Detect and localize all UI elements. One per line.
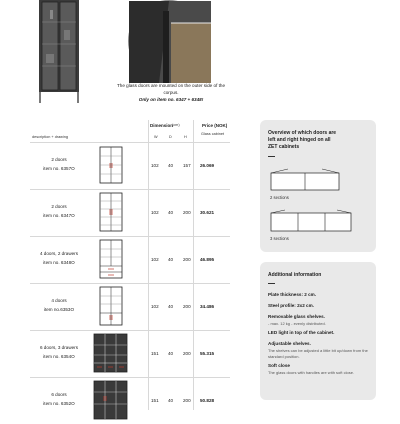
title-underline bbox=[268, 156, 275, 157]
additional-info-panel bbox=[260, 262, 376, 400]
soft-close: Soft close bbox=[268, 363, 290, 368]
door-hinge-overview-panel bbox=[260, 120, 376, 252]
cabinet-product-photo bbox=[30, 0, 88, 104]
cabinet-drawing bbox=[90, 286, 144, 326]
row-item-number: item no.6353O bbox=[43, 307, 75, 312]
height-value: 200 bbox=[183, 351, 191, 356]
cabinet-drawing bbox=[90, 239, 144, 279]
depth-value: 40 bbox=[168, 257, 174, 262]
depth-header: D bbox=[169, 135, 172, 139]
height-value: 200 bbox=[183, 210, 191, 215]
height-value: 157 bbox=[183, 163, 191, 168]
price-header: Price (NOK) bbox=[202, 123, 228, 128]
three-section-door-diagram bbox=[270, 209, 354, 233]
adjustable-shelves: Adjustable shelves. bbox=[268, 341, 311, 346]
row-name: 6 doors, 3 drawers bbox=[39, 345, 79, 350]
cabinet-drawing bbox=[90, 192, 144, 232]
soft-close-note: The glass doors with handles are with soft close. bbox=[268, 370, 355, 375]
width-value: 151 bbox=[151, 398, 159, 403]
depth-value: 40 bbox=[168, 304, 174, 309]
led-light: LED light in top of the cabinet. bbox=[268, 330, 335, 335]
cabinet-drawing bbox=[90, 380, 144, 420]
caption-text: The glass doors are mounted on the outer side of the corpus. bbox=[116, 83, 226, 95]
width-value: 102 bbox=[151, 163, 159, 168]
glass-shelves-note: - max. 12 kg - evenly distributed. bbox=[268, 321, 326, 326]
width-value: 102 bbox=[151, 257, 159, 262]
table-row bbox=[30, 377, 230, 424]
row-name: 6 doors bbox=[51, 392, 67, 397]
two-sections-label: 2 sections bbox=[270, 195, 289, 200]
cabinet-drawing bbox=[90, 145, 144, 185]
image-caption bbox=[116, 82, 226, 103]
table-row bbox=[30, 189, 230, 236]
caption-note: Only on item no. 6347 + 6348! bbox=[138, 97, 204, 102]
row-item-number: item no. 6347O bbox=[43, 213, 75, 218]
panel-title-line: ZET cabinets bbox=[268, 144, 300, 150]
row-name: 4 doors bbox=[51, 298, 67, 303]
title-underline bbox=[268, 283, 275, 284]
adjustable-shelves-note: The shelves can be adjusted a little bit up/down from the standard position. bbox=[268, 348, 368, 359]
table-row bbox=[30, 142, 230, 189]
plate-thickness: Plate thickness: 2 cm. bbox=[268, 292, 317, 297]
width-header: W bbox=[154, 135, 158, 139]
row-name: 2 doors bbox=[51, 204, 67, 209]
price-value: 55.315 bbox=[200, 351, 215, 356]
product-table bbox=[30, 120, 230, 410]
row-item-number: item no. 6352O bbox=[43, 401, 75, 406]
row-description bbox=[30, 296, 88, 314]
row-description bbox=[30, 202, 88, 220]
panel-title: Additional information bbox=[268, 272, 322, 278]
depth-value: 40 bbox=[168, 351, 174, 356]
panel-title-line: left and right hinged on all bbox=[268, 137, 331, 143]
row-item-number: item no. 6357O bbox=[43, 166, 75, 171]
width-value: 102 bbox=[151, 210, 159, 215]
depth-value: 40 bbox=[168, 398, 174, 403]
panel-title-line: Overview of which doors are bbox=[268, 130, 337, 136]
price-subheader: Glass cabinet bbox=[201, 132, 225, 136]
row-name: 4 doors, 2 drawers bbox=[39, 251, 79, 256]
row-item-number: item no. 6348O bbox=[43, 260, 75, 265]
glass-door-detail-photo bbox=[128, 0, 210, 82]
row-description bbox=[30, 343, 88, 361]
table-row bbox=[30, 236, 230, 283]
height-value: 200 bbox=[183, 304, 191, 309]
description-header: description + drawing bbox=[32, 135, 68, 139]
cabinet-drawing bbox=[90, 333, 144, 373]
table-row bbox=[30, 330, 230, 377]
width-value: 102 bbox=[151, 304, 159, 309]
row-item-number: item no. 6354O bbox=[43, 354, 75, 359]
price-value: 34.486 bbox=[200, 304, 215, 309]
depth-value: 40 bbox=[168, 163, 174, 168]
table-row bbox=[30, 283, 230, 330]
height-header: H bbox=[184, 135, 187, 139]
panel-title bbox=[268, 130, 336, 151]
depth-value: 40 bbox=[168, 210, 174, 215]
row-name: 2 doors bbox=[51, 157, 67, 162]
row-description bbox=[30, 249, 88, 267]
price-value: 26.069 bbox=[200, 163, 215, 168]
price-value: 30.621 bbox=[200, 210, 215, 215]
two-section-door-diagram bbox=[270, 168, 342, 192]
height-value: 200 bbox=[183, 398, 191, 403]
dimension-unit: (cm) bbox=[172, 123, 180, 127]
steel-profile: Steel profile: 2x2 cm. bbox=[268, 303, 314, 308]
three-sections-label: 3 sections bbox=[270, 236, 289, 241]
row-description bbox=[30, 155, 88, 173]
glass-shelves: Removable glass shelves. bbox=[268, 314, 325, 319]
dimension-header: Dimension bbox=[150, 123, 174, 128]
price-value: 50.828 bbox=[200, 398, 215, 403]
width-value: 151 bbox=[151, 351, 159, 356]
price-value: 46.895 bbox=[200, 257, 215, 262]
height-value: 200 bbox=[183, 257, 191, 262]
row-description bbox=[30, 390, 88, 408]
